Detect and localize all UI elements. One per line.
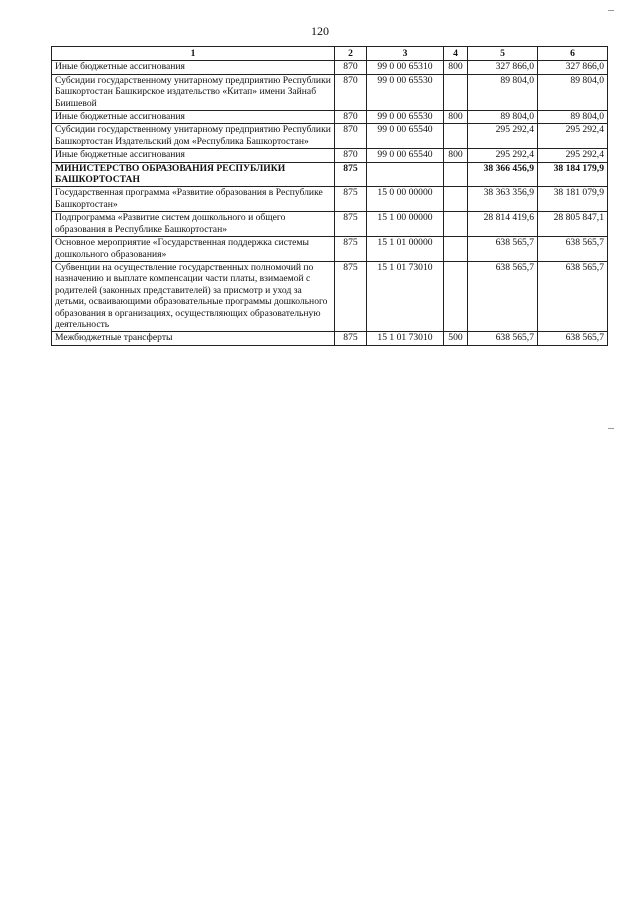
cell-target-code: 15 1 01 00000 bbox=[367, 237, 444, 262]
cell-ministry-code: 875 bbox=[335, 212, 367, 237]
budget-table bbox=[51, 46, 608, 346]
cell-ministry-code: 875 bbox=[335, 261, 367, 331]
cell-amount-2022: 295 292,4 bbox=[538, 124, 608, 149]
cell-ministry-code: 875 bbox=[335, 162, 367, 187]
cell-target-code: 99 0 00 65530 bbox=[367, 111, 444, 124]
page-number: 120 bbox=[311, 24, 329, 38]
table-row bbox=[52, 237, 608, 262]
cell-expense-type bbox=[444, 212, 468, 237]
cell-target-code: 15 0 00 00000 bbox=[367, 187, 444, 212]
cell-ministry-code: 870 bbox=[335, 124, 367, 149]
cell-expense-type bbox=[444, 162, 468, 187]
cell-amount-2021: 638 565,7 bbox=[468, 332, 538, 345]
cell-expense-type: 800 bbox=[444, 111, 468, 124]
cell-name: Государственная программа «Развитие образования в Республике Башкортостан» bbox=[52, 187, 335, 212]
cell-amount-2021: 89 804,0 bbox=[468, 111, 538, 124]
table-row bbox=[52, 212, 608, 237]
col-header-target: 3 bbox=[367, 47, 444, 61]
col-header-ministry: 2 bbox=[335, 47, 367, 61]
cell-amount-2022: 38 181 079,9 bbox=[538, 187, 608, 212]
col-header-type: 4 bbox=[444, 47, 468, 61]
cell-name: Субвенции на осуществление государственных полномочий по назначению и выплате компенсации части платы, взимаемой с родителей (законных представителей) за присмотр и уход за детьми, осваивающими образовательные программы дошкольного образования в организациях, осуществляющих образовательную деятельность bbox=[52, 261, 335, 331]
table-row bbox=[52, 261, 608, 331]
cell-expense-type bbox=[444, 187, 468, 212]
cell-amount-2021: 295 292,4 bbox=[468, 124, 538, 149]
cell-amount-2021: 38 363 356,9 bbox=[468, 187, 538, 212]
table-header-row bbox=[52, 47, 608, 61]
cell-name: МИНИСТЕРСТВО ОБРАЗОВАНИЯ РЕСПУБЛИКИ БАШКОРТОСТАН bbox=[52, 162, 335, 187]
cell-expense-type bbox=[444, 74, 468, 110]
table-row bbox=[52, 187, 608, 212]
cell-ministry-code: 870 bbox=[335, 61, 367, 74]
cell-amount-2022: 638 565,7 bbox=[538, 261, 608, 331]
cell-name: Подпрограмма «Развитие систем дошкольного и общего образования в Республике Башкортостан» bbox=[52, 212, 335, 237]
cell-name: Иные бюджетные ассигнования bbox=[52, 149, 335, 162]
cell-amount-2021: 327 866,0 bbox=[468, 61, 538, 74]
col-header-2022: 6 bbox=[538, 47, 608, 61]
cell-name: Основное мероприятие «Государственная поддержка системы дошкольного образования» bbox=[52, 237, 335, 262]
cell-expense-type: 800 bbox=[444, 61, 468, 74]
scan-mark bbox=[608, 10, 614, 11]
cell-amount-2022: 38 184 179,9 bbox=[538, 162, 608, 187]
table-row bbox=[52, 74, 608, 110]
cell-name: Субсидии государственному унитарному предприятию Республики Башкортостан Башкирское издательство «Китап» имени Зайнаб Биишевой bbox=[52, 74, 335, 110]
cell-expense-type: 800 bbox=[444, 149, 468, 162]
cell-target-code: 99 0 00 65540 bbox=[367, 149, 444, 162]
cell-name: Субсидии государственному унитарному предприятию Республики Башкортостан Издательский дом «Республика Башкортостан» bbox=[52, 124, 335, 149]
cell-expense-type bbox=[444, 261, 468, 331]
cell-amount-2022: 327 866,0 bbox=[538, 61, 608, 74]
cell-amount-2021: 89 804,0 bbox=[468, 74, 538, 110]
cell-name: Иные бюджетные ассигнования bbox=[52, 61, 335, 74]
table-row bbox=[52, 162, 608, 187]
cell-target-code: 99 0 00 65310 bbox=[367, 61, 444, 74]
cell-amount-2022: 89 804,0 bbox=[538, 74, 608, 110]
cell-target-code: 15 1 00 00000 bbox=[367, 212, 444, 237]
cell-amount-2022: 28 805 847,1 bbox=[538, 212, 608, 237]
cell-amount-2022: 638 565,7 bbox=[538, 332, 608, 345]
cell-name: Межбюджетные трансферты bbox=[52, 332, 335, 345]
cell-name: Иные бюджетные ассигнования bbox=[52, 111, 335, 124]
scan-mark bbox=[608, 428, 614, 429]
cell-target-code: 15 1 01 73010 bbox=[367, 261, 444, 331]
cell-ministry-code: 875 bbox=[335, 332, 367, 345]
cell-ministry-code: 875 bbox=[335, 187, 367, 212]
col-header-2021: 5 bbox=[468, 47, 538, 61]
cell-ministry-code: 875 bbox=[335, 237, 367, 262]
cell-expense-type bbox=[444, 237, 468, 262]
cell-amount-2021: 295 292,4 bbox=[468, 149, 538, 162]
table-row bbox=[52, 332, 608, 345]
cell-expense-type: 500 bbox=[444, 332, 468, 345]
cell-amount-2022: 638 565,7 bbox=[538, 237, 608, 262]
cell-target-code: 15 1 01 73010 bbox=[367, 332, 444, 345]
table-row bbox=[52, 149, 608, 162]
cell-target-code: 99 0 00 65530 bbox=[367, 74, 444, 110]
cell-expense-type bbox=[444, 124, 468, 149]
cell-amount-2021: 638 565,7 bbox=[468, 237, 538, 262]
cell-amount-2021: 638 565,7 bbox=[468, 261, 538, 331]
table-row bbox=[52, 111, 608, 124]
cell-amount-2022: 295 292,4 bbox=[538, 149, 608, 162]
cell-ministry-code: 870 bbox=[335, 111, 367, 124]
cell-target-code bbox=[367, 162, 444, 187]
cell-target-code: 99 0 00 65540 bbox=[367, 124, 444, 149]
table-row bbox=[52, 124, 608, 149]
table-row bbox=[52, 61, 608, 74]
cell-amount-2022: 89 804,0 bbox=[538, 111, 608, 124]
cell-amount-2021: 38 366 456,9 bbox=[468, 162, 538, 187]
cell-ministry-code: 870 bbox=[335, 74, 367, 110]
cell-amount-2021: 28 814 419,6 bbox=[468, 212, 538, 237]
cell-ministry-code: 870 bbox=[335, 149, 367, 162]
col-header-name: 1 bbox=[52, 47, 335, 61]
